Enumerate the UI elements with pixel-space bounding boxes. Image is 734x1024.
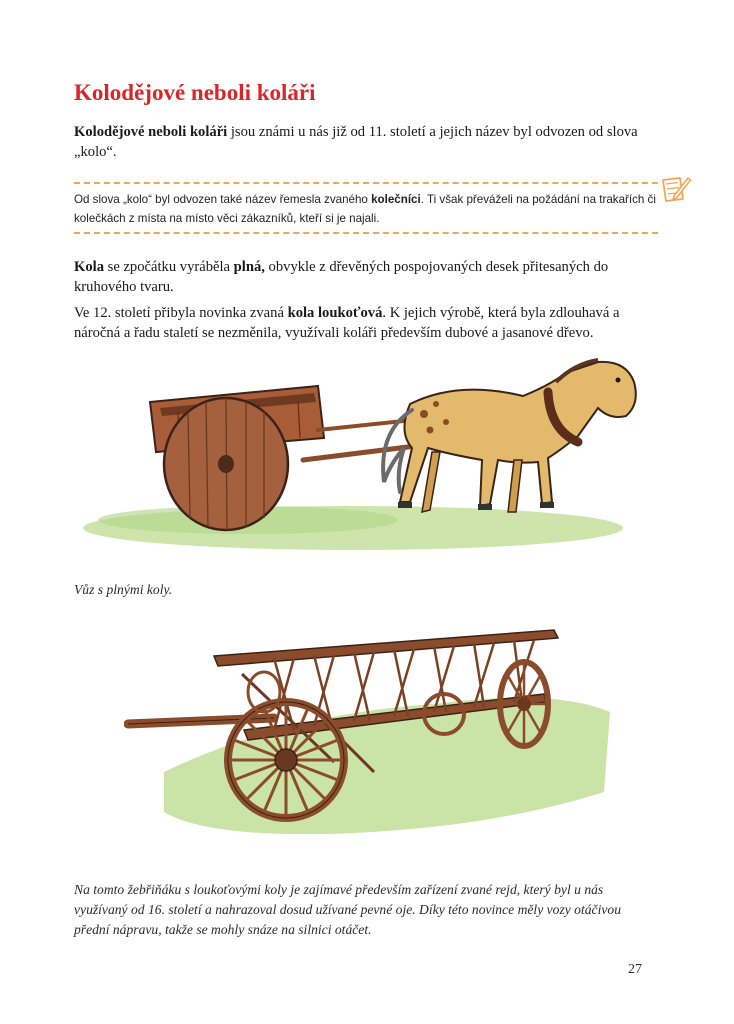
notepad-pencil-icon (658, 172, 692, 204)
para2-bold-2: plná, (233, 259, 265, 275)
para2-text-1: se zpočátku vyráběla (104, 259, 234, 275)
para3-text-2: . K jejich výrobě, která byla zdlouhavá a náročná a řadu staletí se nezměnila, využívali koláři především dubové a jasanové dřevo. (74, 305, 620, 341)
note-top-rule (74, 182, 658, 184)
para2-bold-1: Kola (74, 259, 104, 275)
intro-bold: Kolodějové neboli koláři (74, 124, 228, 140)
note-text-2: . Ti však převáželi na požádání na trakařích či kolečkách z místa na místo věci zákazníků, kteří si je najali. (74, 193, 656, 225)
intro-text: jsou známi u nás již od 11. století a jejich název byl odvozen od slova „kolo“. (74, 124, 638, 160)
caption-solid-wheel-cart: Vůz s plnými koly. (74, 582, 173, 597)
para3-bold: kola loukoťová (287, 305, 383, 321)
page-number: 27 (628, 962, 642, 977)
note-bottom-rule (74, 232, 658, 234)
page-title: Kolodějové neboli koláři (74, 80, 316, 105)
note-box (74, 190, 658, 228)
para3-text-1: Ve 12. století přibyla novinka zvaná (74, 305, 288, 321)
note-bold: kolečníci (371, 193, 421, 206)
intro-paragraph (74, 122, 658, 162)
solid-wheels-paragraph (74, 257, 658, 297)
para2-text-2: obvykle z dřevěných pospojovaných desek přitesaných do kruhového tvaru. (74, 259, 609, 295)
caption-ladder-wagon: Na tomto žebřiňáku s loukoťovými koly je zajímavé především zařízení zvané rejd, který byl u nás využívaný od 16. století a nahrazoval dosud užívané pevné oje. Díky této novince měly vozy otáčivou přední nápravu, takže se mohly snáze na silnici otáčet. (74, 882, 621, 937)
solid-wheel-cart-illustration (78, 352, 644, 562)
spoked-wheels-paragraph (74, 303, 658, 343)
note-text-1: Od slova „kolo“ byl odvozen také název řemesla zvaného (74, 193, 372, 206)
ladder-wagon-illustration (124, 622, 624, 844)
